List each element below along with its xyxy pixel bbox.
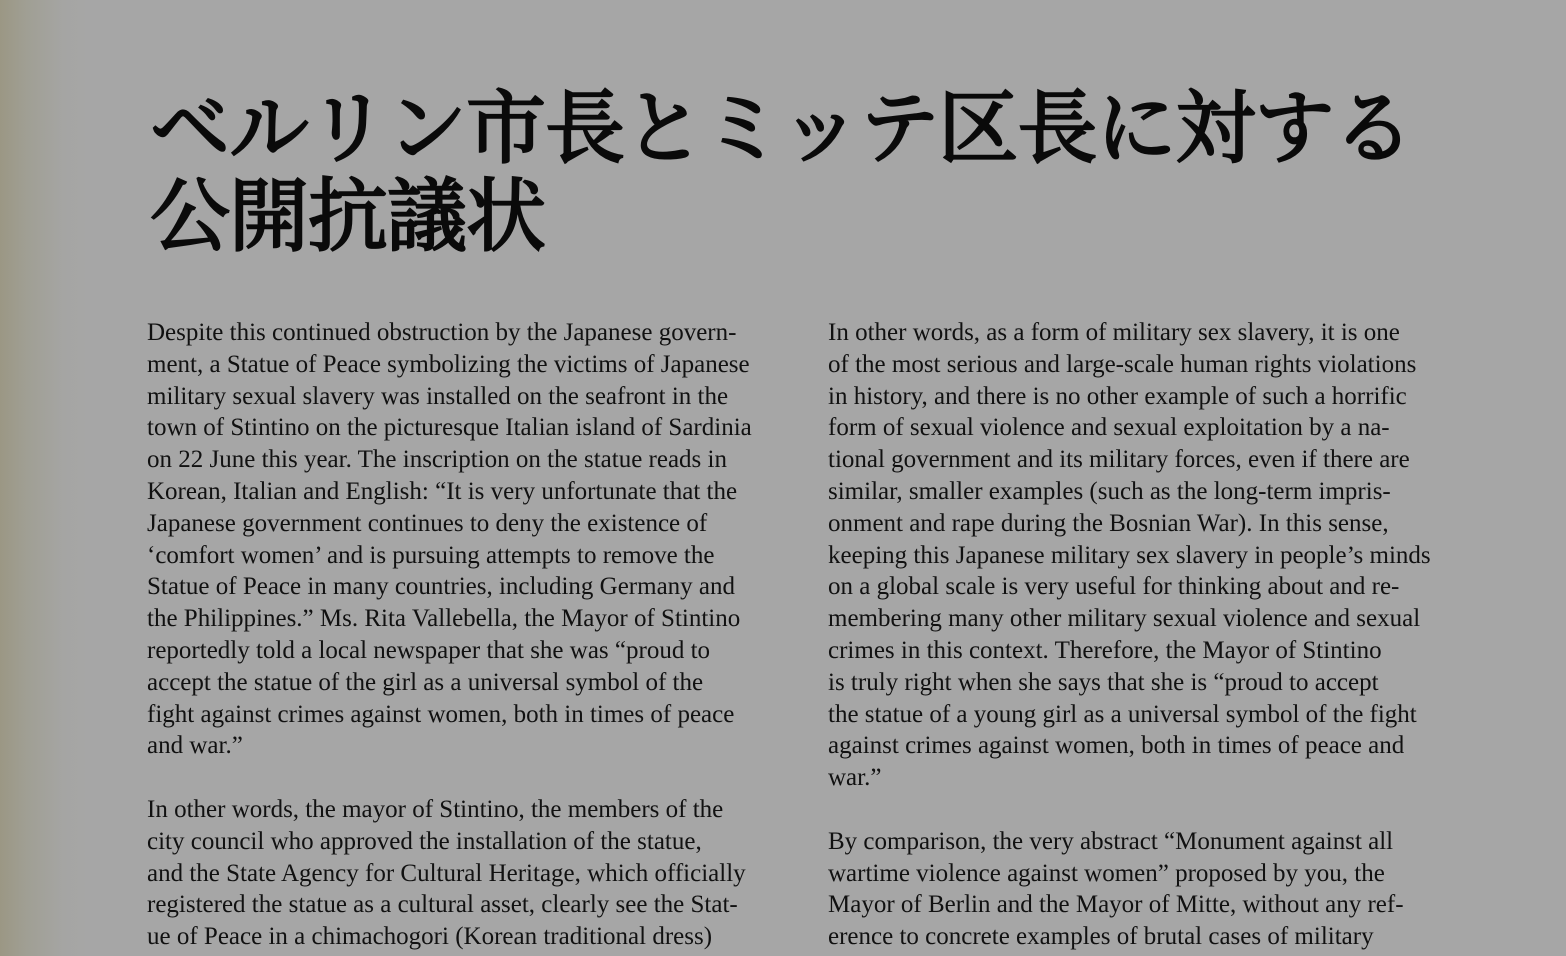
text-line: is truly right when she says that she is “proud to accept	[828, 668, 1379, 696]
text-line: reportedly told a local newspaper that she was “proud to	[147, 636, 711, 664]
text-line: on a global scale is very useful for thinking about and re-	[828, 573, 1400, 601]
text-line: the statue of a young girl as a universal symbol of the fight	[828, 700, 1417, 728]
text-line: ue of Peace in a chimachogori (Korean traditional dress)	[147, 923, 713, 951]
left-column	[147, 317, 807, 953]
text-line: accept the statue of the girl as a universal symbol of the	[147, 668, 704, 696]
title-line-2: 公開抗議状	[150, 169, 545, 263]
text-line: war.”	[828, 764, 882, 792]
text-line: crimes in this context. Therefore, the Mayor of Stintino	[828, 636, 1382, 664]
text-line: tional government and its military forces, even if there are	[828, 446, 1410, 474]
paragraph-gap	[828, 794, 1488, 826]
text-line: Korean, Italian and English: “It is very unfortunate that the	[147, 477, 738, 505]
text-line: membering many other military sexual violence and sexual	[828, 605, 1421, 633]
title-line-1: ベルリン市長とミッテ区長に対する	[150, 81, 1413, 175]
text-line: fight against crimes against women, both in times of peace	[147, 700, 735, 728]
text-line: Statue of Peace in many countries, including Germany and	[147, 573, 736, 601]
text-line: against crimes against women, both in times of peace and	[828, 732, 1405, 760]
text-line: ment, a Statue of Peace symbolizing the victims of Japanese	[147, 350, 750, 378]
text-line: similar, smaller examples (such as the long-term impris-	[828, 477, 1391, 505]
page-title	[150, 81, 1450, 263]
page-edge-shadow	[0, 0, 90, 956]
text-line: Despite this continued obstruction by the Japanese govern-	[147, 319, 737, 346]
text-line: military sexual slavery was installed on the seafront in the	[147, 382, 729, 410]
left-paragraph-2	[147, 794, 807, 953]
text-line: Japanese government continues to deny the existence of	[147, 509, 708, 537]
text-line: keeping this Japanese military sex slavery in people’s minds	[828, 541, 1431, 569]
text-line: city council who approved the installation of the statue,	[147, 827, 702, 855]
text-line: In other words, the mayor of Stintino, the members of the	[147, 795, 724, 823]
text-line: Mayor of Berlin and the Mayor of Mitte, without any ref-	[828, 891, 1404, 919]
text-line: ‘comfort women’ and is pursuing attempts to remove the	[147, 541, 715, 569]
text-line: the Philippines.” Ms. Rita Vallebella, the Mayor of Stintino	[147, 605, 741, 633]
right-paragraph-2	[828, 826, 1488, 953]
text-line: in history, and there is no other example of such a horrific	[828, 382, 1407, 410]
text-line: town of Stintino on the picturesque Italian island of Sardinia	[147, 414, 752, 442]
text-line: In other words, as a form of military sex slavery, it is one	[828, 319, 1400, 346]
text-line: and war.”	[147, 732, 243, 760]
text-line: of the most serious and large-scale human rights violations	[828, 350, 1417, 378]
right-paragraph-1	[828, 317, 1488, 794]
right-column	[828, 317, 1488, 953]
text-line: on 22 June this year. The inscription on the statue reads in	[147, 446, 727, 474]
text-line: and the State Agency for Cultural Heritage, which officially	[147, 859, 746, 887]
text-line: By comparison, the very abstract “Monument against all	[828, 827, 1394, 855]
text-line: form of sexual violence and sexual exploitation by a na-	[828, 414, 1390, 442]
text-line: registered the statue as a cultural asset, clearly see the Stat-	[147, 891, 738, 919]
paragraph-gap	[147, 762, 807, 794]
text-line: onment and rape during the Bosnian War). In this sense,	[828, 509, 1389, 537]
text-line: wartime violence against women” proposed by you, the	[828, 859, 1385, 887]
text-line: erence to concrete examples of brutal cases of military	[828, 923, 1374, 951]
left-paragraph-1	[147, 317, 807, 762]
